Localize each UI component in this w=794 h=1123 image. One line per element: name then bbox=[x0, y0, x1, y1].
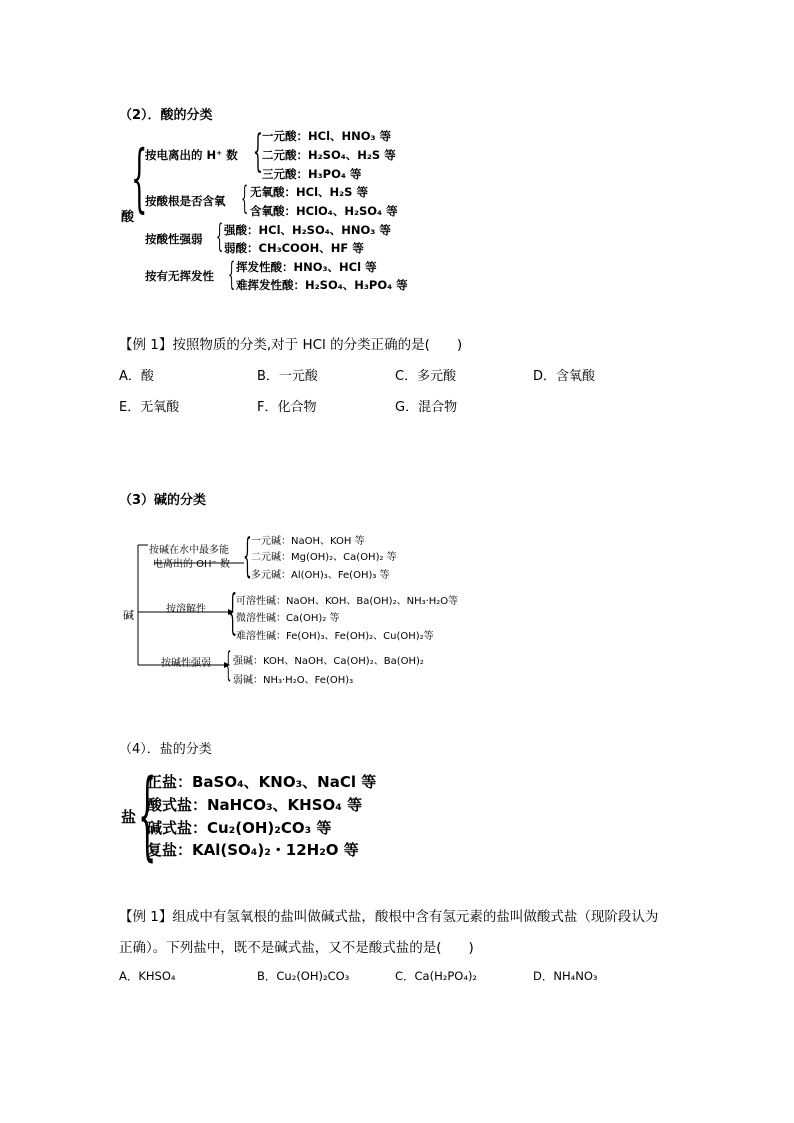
salt-item: 碱式盐：Cu₂(OH)₂CO₃ 等 bbox=[147, 819, 332, 837]
option-e[interactable]: E．无氧酸 bbox=[119, 400, 180, 415]
base-group-label: 按溶解性 bbox=[166, 604, 206, 615]
base-item: 多元碱：Al(OH)₃、Fe(OH)₃ 等 bbox=[251, 570, 390, 581]
acid-heading: （2）．酸的分类 bbox=[119, 108, 213, 123]
acid-item: 强酸：HCl、H₂SO₄、HNO₃ 等 bbox=[224, 223, 391, 237]
acid-group-label: 按电离出的 H⁺ 数 bbox=[145, 148, 238, 162]
acid-item: 二元酸：H₂SO₄、H₂S 等 bbox=[262, 148, 396, 162]
acid-group-brace: { bbox=[216, 217, 224, 255]
example2-line1: 【例 1】组成中有氢氧根的盐叫做碱式盐，酸根中含有氢元素的盐叫做酸式盐（现阶段认为 bbox=[119, 909, 659, 925]
acid-root: 酸 bbox=[121, 210, 135, 225]
base-item: 微溶性碱：Ca(OH)₂ 等 bbox=[236, 613, 340, 624]
base-group-brace: { bbox=[225, 645, 232, 685]
base-item: 二元碱：Mg(OH)₂、Ca(OH)₂ 等 bbox=[251, 552, 397, 563]
option-d[interactable]: D．含氧酸 bbox=[533, 369, 596, 384]
acid-group-brace: { bbox=[241, 179, 249, 217]
base-item: 强碱：KOH、NaOH、Ca(OH)₂、Ba(OH)₂ bbox=[233, 656, 424, 667]
acid-group-label: 按酸根是否含氧 bbox=[145, 194, 226, 208]
acid-item: 弱酸：CH₃COOH、HF 等 bbox=[224, 241, 364, 255]
acid-item: 无氧酸：HCl、H₂S 等 bbox=[250, 185, 368, 199]
base-group-label-line2: 电离出的 OH⁻ 数 bbox=[153, 559, 231, 570]
option-f[interactable]: F．化合物 bbox=[257, 400, 317, 415]
base-group-brace: { bbox=[243, 528, 252, 582]
base-item: 难溶性碱：Fe(OH)₃、Fe(OH)₂、Cu(OH)₂等 bbox=[236, 631, 434, 642]
option-a[interactable]: A．KHSO₄ bbox=[119, 969, 176, 983]
option-c[interactable]: C．Ca(H₂PO₄)₂ bbox=[395, 969, 478, 983]
base-root: 碱 bbox=[123, 609, 134, 622]
option-a[interactable]: A．酸 bbox=[119, 369, 154, 384]
salt-heading: （4）．盐的分类 bbox=[119, 742, 212, 757]
salt-item: 酸式盐：NaHCO₃、KHSO₄ 等 bbox=[147, 796, 363, 814]
base-group-label: 按碱性强弱 bbox=[161, 658, 211, 669]
acid-item: 三元酸：H₃PO₄ 等 bbox=[262, 167, 362, 181]
acid-group-brace: { bbox=[228, 255, 236, 293]
base-heading: （3）碱的分类 bbox=[119, 493, 207, 508]
acid-item: 挥发性酸：HNO₃、HCl 等 bbox=[236, 260, 377, 274]
acid-group-label: 按有无挥发性 bbox=[145, 269, 214, 283]
example1-question: 【例 1】按照物质的分类,对于 HCl 的分类正确的是( ) bbox=[119, 337, 463, 353]
salt-root: 盐 bbox=[121, 808, 137, 826]
acid-item: 含氧酸：HClO₄、H₂SO₄ 等 bbox=[250, 204, 398, 218]
base-item: 弱碱：NH₃·H₂O、Fe(OH)₃ bbox=[233, 675, 354, 686]
option-b[interactable]: B．Cu₂(OH)₂CO₃ bbox=[257, 969, 350, 983]
acid-root-brace: { bbox=[131, 135, 148, 221]
base-item: 可溶性碱：NaOH、KOH、Ba(OH)₂、NH₃·H₂O等 bbox=[236, 596, 459, 607]
acid-item: 一元酸：HCl、HNO₃ 等 bbox=[262, 129, 392, 143]
base-item: 一元碱：NaOH、KOH 等 bbox=[251, 536, 365, 547]
example2-line2: 正确）。下列盐中，既不是碱式盐，又不是酸式盐的是( ) bbox=[119, 940, 474, 956]
base-group-brace: { bbox=[228, 584, 238, 640]
acid-group-brace: { bbox=[253, 126, 263, 177]
salt-item: 复盐：KAl(SO₄)₂・12H₂O 等 bbox=[147, 841, 359, 859]
option-g[interactable]: G．混合物 bbox=[395, 400, 458, 415]
option-c[interactable]: C．多元酸 bbox=[395, 369, 457, 384]
option-d[interactable]: D．NH₄NO₃ bbox=[533, 969, 598, 983]
base-group-label-line1: 按碱在水中最多能 bbox=[149, 545, 229, 556]
acid-item: 难挥发性酸：H₂SO₄、H₃PO₄ 等 bbox=[236, 278, 408, 292]
salt-item: 正盐：BaSO₄、KNO₃、NaCl 等 bbox=[147, 773, 377, 791]
salt-brace: { bbox=[138, 759, 157, 871]
option-b[interactable]: B．一元酸 bbox=[257, 369, 318, 384]
acid-group-label: 按酸性强弱 bbox=[145, 232, 203, 246]
